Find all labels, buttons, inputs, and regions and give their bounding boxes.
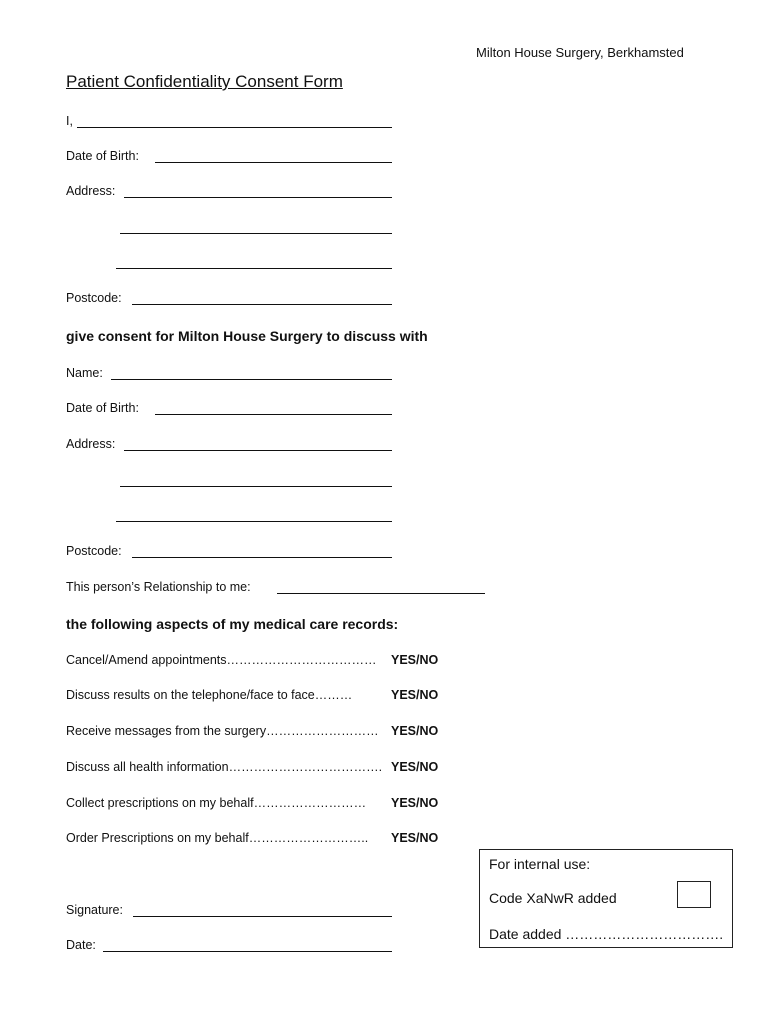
- aspect-label: Receive messages from the surgery………………………: [66, 724, 379, 738]
- date-label: Date:: [66, 938, 96, 952]
- patient-address-field-1[interactable]: [124, 197, 392, 198]
- aspect-answer[interactable]: YES/NO: [391, 796, 439, 810]
- patient-postcode-label: Postcode:: [66, 291, 122, 305]
- patient-name-label: I,: [66, 114, 73, 128]
- contact-postcode-field[interactable]: [132, 557, 392, 558]
- aspect-label: Discuss all health information……………………………….: [66, 760, 383, 774]
- aspect-label: Cancel/Amend appointments………………………………: [66, 653, 377, 667]
- aspect-answer[interactable]: YES/NO: [391, 760, 439, 774]
- code-added-checkbox[interactable]: [677, 881, 711, 908]
- patient-dob-field[interactable]: [155, 162, 392, 163]
- internal-use-heading: For internal use:: [489, 856, 591, 872]
- contact-dob-label: Date of Birth:: [66, 401, 139, 415]
- relationship-field[interactable]: [277, 593, 485, 594]
- contact-address-field-3[interactable]: [116, 521, 392, 522]
- internal-use-box: [479, 849, 733, 948]
- patient-name-field[interactable]: [77, 127, 392, 128]
- patient-address-field-3[interactable]: [116, 268, 392, 269]
- patient-dob-label: Date of Birth:: [66, 149, 139, 163]
- consent-statement: give consent for Milton House Surgery to discuss with: [66, 328, 428, 344]
- aspect-answer[interactable]: YES/NO: [391, 831, 439, 845]
- code-added-label: Code XaNwR added: [489, 890, 617, 906]
- aspect-label: Order Prescriptions on my behalf………………………..: [66, 831, 369, 845]
- patient-postcode-field[interactable]: [132, 304, 392, 305]
- signature-field[interactable]: [133, 916, 392, 917]
- contact-address-label: Address:: [66, 437, 116, 451]
- aspect-answer[interactable]: YES/NO: [391, 724, 439, 738]
- contact-dob-field[interactable]: [155, 414, 392, 415]
- contact-name-label: Name:: [66, 366, 103, 380]
- patient-address-field-2[interactable]: [120, 233, 392, 234]
- date-field[interactable]: [103, 951, 392, 952]
- contact-postcode-label: Postcode:: [66, 544, 122, 558]
- page-title: Patient Confidentiality Consent Form: [66, 72, 343, 91]
- aspects-heading: the following aspects of my medical care records:: [66, 616, 399, 632]
- date-added-label: Date added …………………………….: [489, 926, 724, 942]
- aspect-answer[interactable]: YES/NO: [391, 653, 439, 667]
- surgery-header: Milton House Surgery, Berkhamsted: [476, 45, 684, 60]
- contact-name-field[interactable]: [111, 379, 392, 380]
- relationship-label: This person’s Relationship to me:: [66, 580, 251, 594]
- contact-address-field-1[interactable]: [124, 450, 392, 451]
- aspect-label: Discuss results on the telephone/face to face………: [66, 688, 353, 702]
- contact-address-field-2[interactable]: [120, 486, 392, 487]
- aspect-label: Collect prescriptions on my behalf………………………: [66, 796, 367, 810]
- patient-address-label: Address:: [66, 184, 116, 198]
- signature-label: Signature:: [66, 903, 123, 917]
- aspect-answer[interactable]: YES/NO: [391, 688, 439, 702]
